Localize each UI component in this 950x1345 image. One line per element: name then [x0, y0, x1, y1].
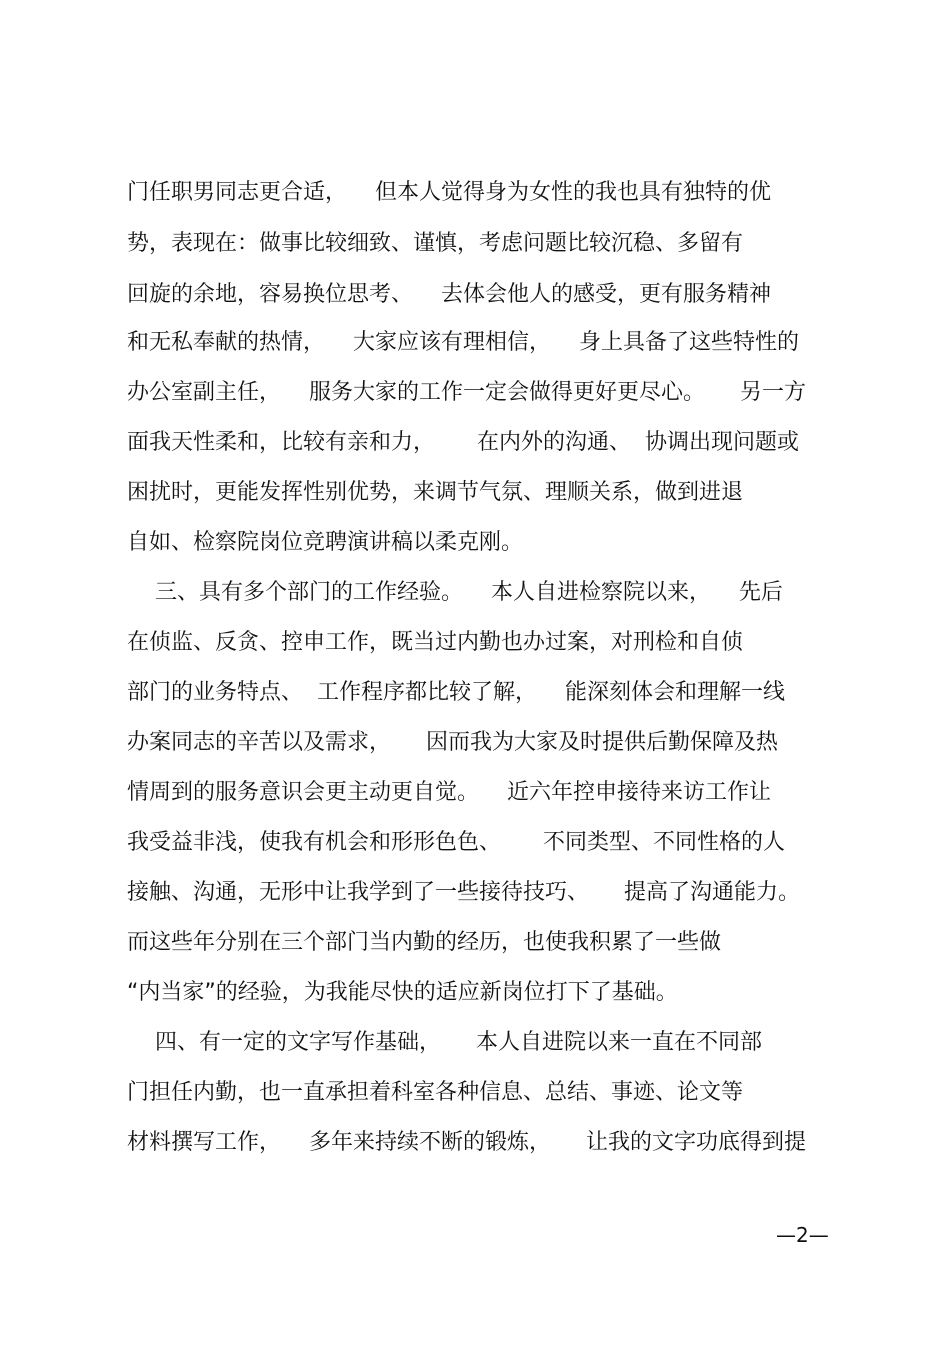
text-line: 接触、沟通，无形中让我学到了一些接待技巧、 提高了沟通能力。: [127, 880, 800, 905]
text-line: 办案同志的辛苦以及需求， 因而我为大家及时提供后勤保障及热: [127, 730, 778, 755]
text-line: 和无私奉献的热情， 大家应该有理相信， 身上具备了这些特性的: [127, 330, 799, 355]
text-line: 自如、检察院岗位竞聘演讲稿以柔克刚。: [127, 530, 524, 555]
text-line: 势，表现在：做事比较细致、谨慎，考虑问题比较沉稳、多留有: [127, 231, 744, 256]
text-line: 情周到的服务意识会更主动更自觉。 近六年控申接待来访工作让: [127, 780, 771, 805]
text-line: 我受益非浅，使我有机会和形形色色、 不同类型、不同性格的人: [127, 830, 785, 855]
text-line: 材料撰写工作， 多年来持续不断的锻炼， 让我的文字功底得到提: [127, 1130, 806, 1155]
text-line: 办公室副主任， 服务大家的工作一定会做得更好更尽心。 另一方: [127, 380, 806, 405]
text-line: 而这些年分别在三个部门当内勤的经历，也使我积累了一些做: [127, 930, 722, 955]
text-line: 门任职男同志更合适， 但本人觉得身为女性的我也具有独特的优: [127, 180, 771, 205]
text-line: 三、具有多个部门的工作经验。 本人自进检察院以来， 先后: [127, 580, 783, 605]
text-line: 在侦监、反贪、控申工作，既当过内勤也办过案，对刑检和自侦: [127, 630, 744, 655]
text-line: 回旋的余地，容易换位思考、 去体会他人的感受，更有服务精神: [127, 282, 771, 307]
text-line: “内当家”的经验，为我能尽快的适应新岗位打下了基础。: [127, 980, 678, 1005]
text-line: 门担任内勤，也一直承担着科室各种信息、总结、事迹、论文等: [127, 1080, 744, 1105]
page-number: —2—: [776, 1223, 829, 1247]
text-line: 部门的业务特点、 工作程序都比较了解， 能深刻体会和理解一线: [127, 680, 785, 705]
text-line: 困扰时，更能发挥性别优势，来调节气氛、理顺关系，做到进退: [127, 480, 744, 505]
text-line: 面我天性柔和，比较有亲和力， 在内外的沟通、 协调出现问题或: [127, 430, 799, 455]
text-line: 四、有一定的文字写作基础， 本人自进院以来一直在不同部: [127, 1030, 762, 1055]
